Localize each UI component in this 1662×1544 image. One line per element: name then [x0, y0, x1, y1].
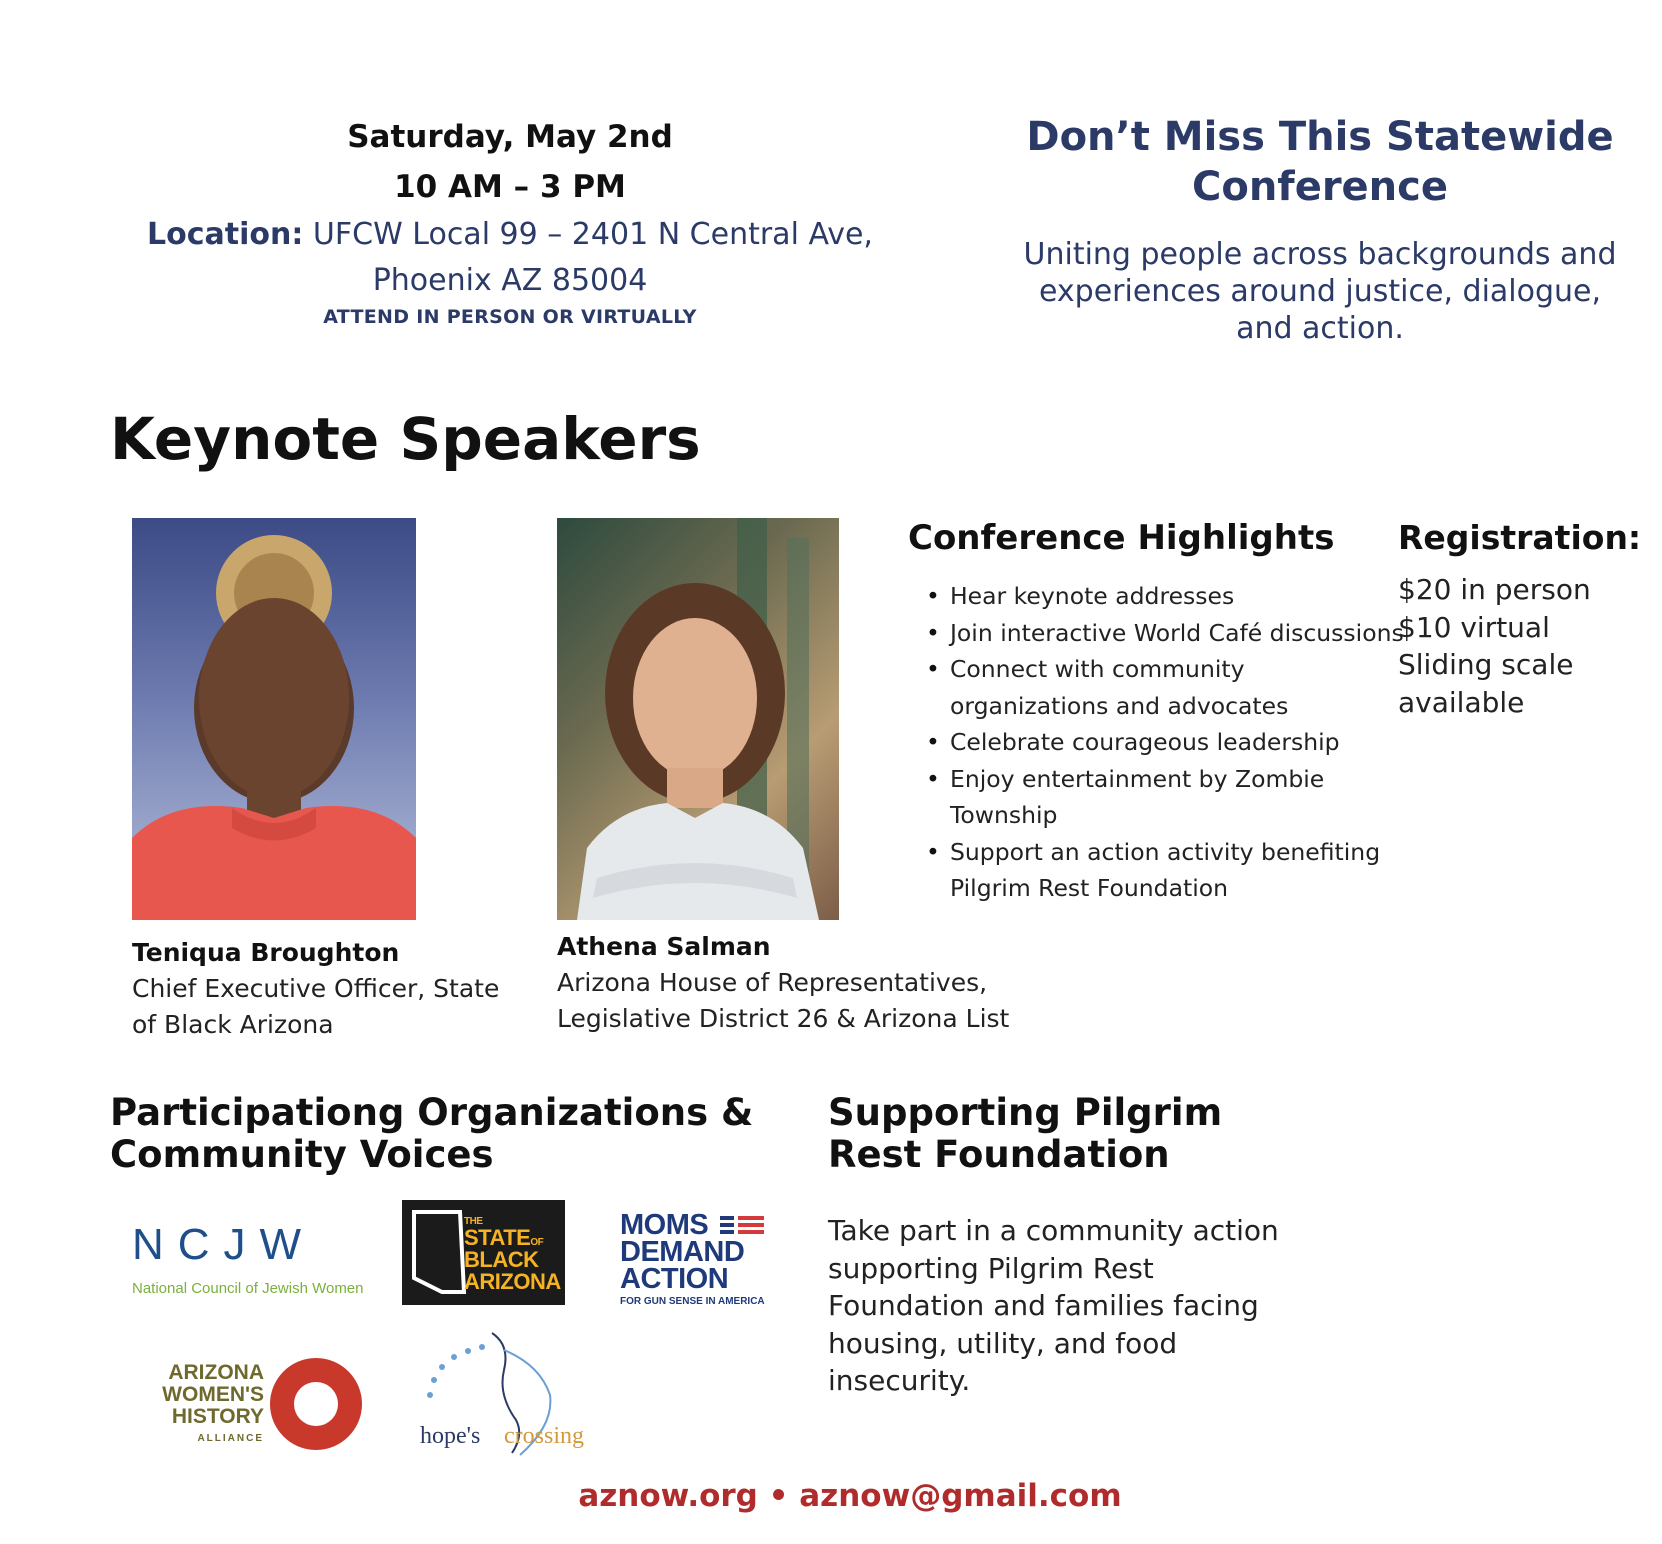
moms-logo-line1: MOMS [620, 1209, 709, 1241]
list-item: • Celebrate courageous leadership [908, 724, 1408, 761]
supporting-text: Take part in a community action supporting Pilgrim Rest Foundation and families facing housing, utility, and food insecurity. [828, 1214, 1279, 1397]
ncjw-logo-subtitle: National Council of Jewish Women [132, 1280, 364, 1297]
state-of-black-arizona-logo [402, 1200, 565, 1305]
list-item: • Support an action activity benefiting Pilgrim Rest Foundation [908, 834, 1408, 907]
portrait-illustration [132, 518, 416, 920]
ncjw-logo-letters: NCJW [132, 1220, 316, 1269]
keynote-heading: Keynote Speakers [110, 405, 701, 473]
footer-contact: aznow.org • aznow@gmail.com [578, 1478, 1122, 1514]
moms-demand-action-logo [620, 1209, 770, 1307]
registration-line: available [1398, 685, 1525, 719]
highlights-title: Conference Highlights [908, 518, 1335, 558]
list-item: • Connect with community organizations and advocates [908, 651, 1408, 724]
list-item: • Join interactive World Café discussions [908, 615, 1408, 652]
list-item: • Enjoy entertainment by Zombie Township [908, 761, 1408, 834]
highlights-list [908, 578, 1408, 907]
registration-line: $20 in person [1398, 573, 1591, 606]
hopes-crossing-logo [420, 1325, 605, 1460]
hopes-logo-word1: hope's [420, 1423, 481, 1449]
speaker-role: Chief Executive Officer, State of Black Arizona [132, 974, 500, 1039]
speaker-photo-athena [557, 518, 839, 920]
moms-logo-line3: ACTION [620, 1263, 729, 1295]
list-item: • Hear keynote addresses [908, 578, 1408, 615]
speaker-card-athena [557, 932, 1027, 1037]
portrait-illustration [557, 518, 839, 920]
attend-note: ATTEND IN PERSON OR VIRTUALLY [323, 306, 697, 328]
location-address-line1: UFCW Local 99 – 2401 N Central Ave, [303, 217, 873, 252]
event-location [110, 212, 910, 304]
figure-swirl-icon [420, 1325, 605, 1460]
arizona-womens-history-alliance-logo [148, 1350, 368, 1460]
azwha-logo-text: ARIZONA WOMEN'S HISTORY ALLIANCE [162, 1361, 264, 1444]
speaker-name: Teniqua Broughton [132, 938, 400, 967]
headline-block [1010, 112, 1630, 347]
speaker-role-line2: Legislative District 26 & Arizona List [557, 1004, 1010, 1033]
registration-line: Sliding scale [1398, 648, 1574, 681]
registration-title: Registration: [1398, 518, 1642, 557]
moms-logo-tagline: FOR GUN SENSE IN AMERICA [620, 1296, 765, 1307]
conference-highlights [908, 518, 1408, 907]
flag-stripes-icon [720, 1216, 764, 1234]
hopes-logo-word2: crossing [504, 1423, 584, 1449]
headline-subtitle: Uniting people across backgrounds and experiences around justice, dialogue, and action. [1023, 237, 1617, 346]
headline-title: Don’t Miss This Statewide Conference [1026, 114, 1614, 210]
ring-emblem-icon [266, 1354, 366, 1454]
supporting-heading: Supporting Pilgrim Rest Foundation [828, 1091, 1223, 1176]
event-date: Saturday, May 2nd [347, 119, 673, 155]
organizations-heading: Participationg Organizations & Community Voices [110, 1091, 754, 1176]
speaker-name: Athena Salman [557, 932, 771, 961]
speaker-role-line1: Arizona House of Representatives, [557, 968, 988, 997]
event-time: 10 AM – 3 PM [394, 169, 626, 205]
location-label: Location: [147, 217, 304, 252]
speaker-photo-teniqua [132, 518, 416, 920]
location-address-line2: Phoenix AZ 85004 [372, 263, 648, 298]
speaker-card-teniqua [132, 938, 517, 1043]
moms-logo-line2: DEMAND [620, 1236, 745, 1268]
sba-logo-text: THE STATEOF BLACK ARIZONA [464, 1216, 561, 1294]
event-info [110, 112, 910, 328]
registration-line: $10 virtual [1398, 610, 1550, 644]
registration [1398, 518, 1658, 721]
ncjw-logo [132, 1220, 382, 1310]
